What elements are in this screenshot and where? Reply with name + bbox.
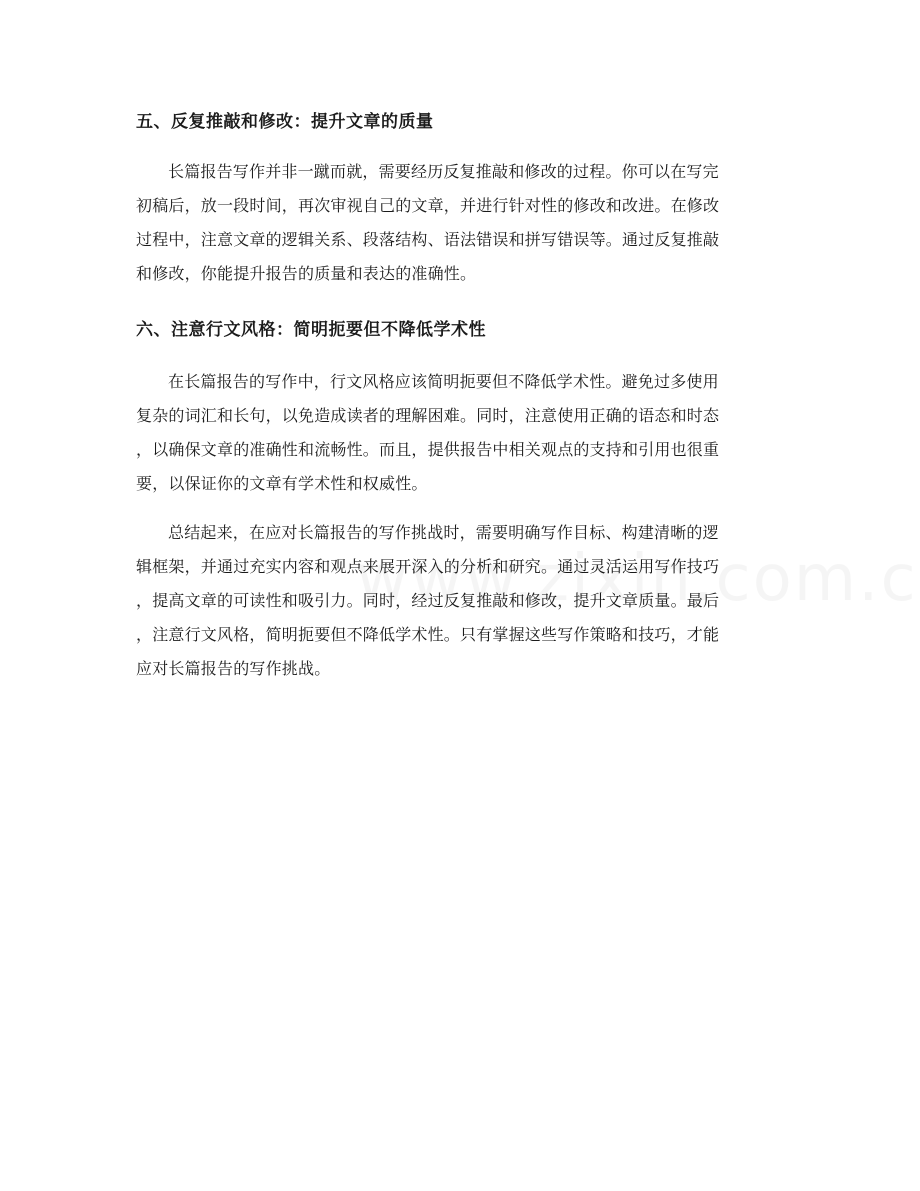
paragraph-line: 长篇报告写作并非一蹴而就，需要经历反复推敲和修改的过程。你可以在写完 (168, 162, 719, 181)
paragraph-line: 过程中，注意文章的逻辑关系、段落结构、语法错误和拼写错误等。通过反复推敲 (136, 230, 720, 249)
section-6-heading: 六、注意行文风格：简明扼要但不降低学术性 (136, 320, 486, 340)
conclusion-paragraph (136, 516, 788, 686)
paragraph-line: ，注意行文风格，简明扼要但不降低学术性。只有掌握这些写作策略和技巧，才能 (136, 625, 720, 644)
paragraph-line: 复杂的词汇和长句，以免造成读者的理解困难。同时，注意使用正确的语态和时态 (136, 406, 720, 425)
paragraph-line: 在长篇报告的写作中，行文风格应该简明扼要但不降低学术性。避免过多使用 (168, 372, 719, 391)
paragraph-line: 应对长篇报告的写作挑战。 (136, 659, 331, 678)
paragraph-line: 和修改，你能提升报告的质量和表达的准确性。 (136, 264, 477, 283)
paragraph-line: 要，以保证你的文章有学术性和权威性。 (136, 474, 428, 493)
section-5-paragraph (136, 155, 788, 291)
paragraph-line: ，提高文章的可读性和吸引力。同时，经过反复推敲和修改，提升文章质量。最后 (136, 591, 720, 610)
section-5-heading: 五、反复推敲和修改：提升文章的质量 (136, 112, 434, 132)
paragraph-line: ，以确保文章的准确性和流畅性。而且，提供报告中相关观点的支持和引用也很重 (136, 440, 720, 459)
section-6-paragraph (136, 365, 788, 501)
paragraph-line: 辑框架，并通过充实内容和观点来展开深入的分析和研究。通过灵活运用写作技巧 (136, 557, 720, 576)
paragraph-line: 总结起来，在应对长篇报告的写作挑战时，需要明确写作目标、构建清晰的逻 (168, 523, 719, 542)
paragraph-line: 初稿后，放一段时间，再次审视自己的文章，并进行针对性的修改和改进。在修改 (136, 196, 720, 215)
